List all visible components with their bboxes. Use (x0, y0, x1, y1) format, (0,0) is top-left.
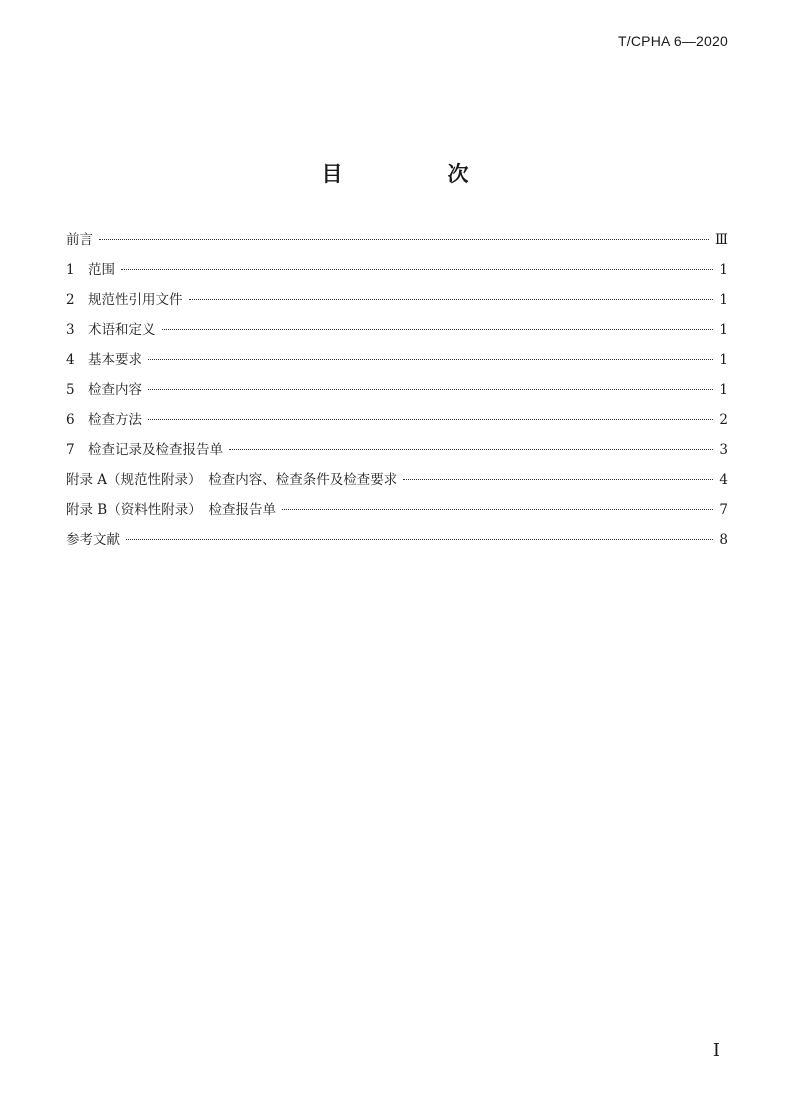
toc-entry-number: 7 (66, 442, 75, 458)
toc-entry-text: 术语和定义 (88, 322, 156, 338)
toc-entry-text: 检查记录及检查报告单 (88, 442, 223, 458)
toc-entry-label (66, 349, 142, 371)
toc-entry-preface[interactable] (66, 229, 728, 259)
toc-entry-page: 1 (719, 292, 728, 308)
toc-dot-leader (282, 508, 713, 510)
toc-entry-label (66, 289, 183, 311)
toc-entry-basic-requirements[interactable] (66, 349, 728, 379)
toc-entry-number: 1 (66, 262, 75, 278)
toc-entry-page: Ⅲ (714, 232, 728, 248)
toc-entry-text: 规范性引用文件 (88, 292, 183, 308)
toc-entry-page: 3 (719, 442, 728, 458)
toc-entry-page: 1 (719, 322, 728, 338)
toc-dot-leader (403, 478, 713, 480)
toc-entry-page: 7 (719, 502, 728, 518)
toc-entry-appendix-a[interactable] (66, 469, 728, 499)
toc-entry-page: 8 (719, 532, 728, 548)
toc-title: 目 次 (321, 162, 511, 186)
page-number: I (712, 1040, 720, 1061)
toc-entry-number: 5 (66, 382, 75, 398)
toc-dot-leader (148, 418, 713, 420)
toc-entry-page: 2 (719, 412, 728, 428)
toc-list (66, 229, 728, 559)
toc-entry-label: 附录 A（规范性附录） 检查内容、检查条件及检查要求 (66, 472, 398, 488)
toc-entry-label (66, 319, 156, 341)
toc-entry-scope[interactable] (66, 259, 728, 289)
toc-entry-label (66, 439, 223, 461)
document-code: T/CPHA 6—2020 (618, 33, 728, 49)
toc-entry-records-reports[interactable] (66, 439, 728, 469)
toc-entry-number: 2 (66, 292, 75, 308)
toc-entry-text: 检查内容 (88, 382, 142, 398)
toc-entry-inspection-content[interactable] (66, 379, 728, 409)
toc-dot-leader (121, 268, 713, 270)
toc-entry-label: 参考文献 (66, 532, 120, 548)
toc-dot-leader (148, 358, 713, 360)
toc-dot-leader (99, 238, 709, 240)
toc-entry-page: 1 (719, 352, 728, 368)
toc-dot-leader (148, 388, 713, 390)
toc-dot-leader (162, 328, 714, 330)
toc-entry-number: 4 (66, 352, 75, 368)
toc-entry-text: 基本要求 (88, 352, 142, 368)
toc-entry-page: 1 (719, 262, 728, 278)
toc-dot-leader (189, 298, 714, 300)
toc-entry-label (66, 259, 115, 281)
toc-entry-text: 检查方法 (88, 412, 142, 428)
toc-entry-inspection-method[interactable] (66, 409, 728, 439)
toc-entry-page: 4 (719, 472, 728, 488)
toc-entry-normative-references[interactable] (66, 289, 728, 319)
toc-entry-text: 范围 (88, 262, 115, 278)
toc-dot-leader (126, 538, 713, 540)
toc-entry-label: 附录 B（资料性附录） 检查报告单 (66, 502, 276, 518)
toc-entry-terms-definitions[interactable] (66, 319, 728, 349)
toc-entry-appendix-b[interactable] (66, 499, 728, 529)
toc-entry-label: 前言 (66, 232, 93, 248)
toc-entry-label (66, 409, 142, 431)
toc-entry-number: 6 (66, 412, 75, 428)
toc-entry-page: 1 (719, 382, 728, 398)
toc-dot-leader (229, 448, 713, 450)
toc-entry-bibliography[interactable] (66, 529, 728, 559)
toc-entry-label (66, 379, 142, 401)
toc-entry-number: 3 (66, 322, 75, 338)
